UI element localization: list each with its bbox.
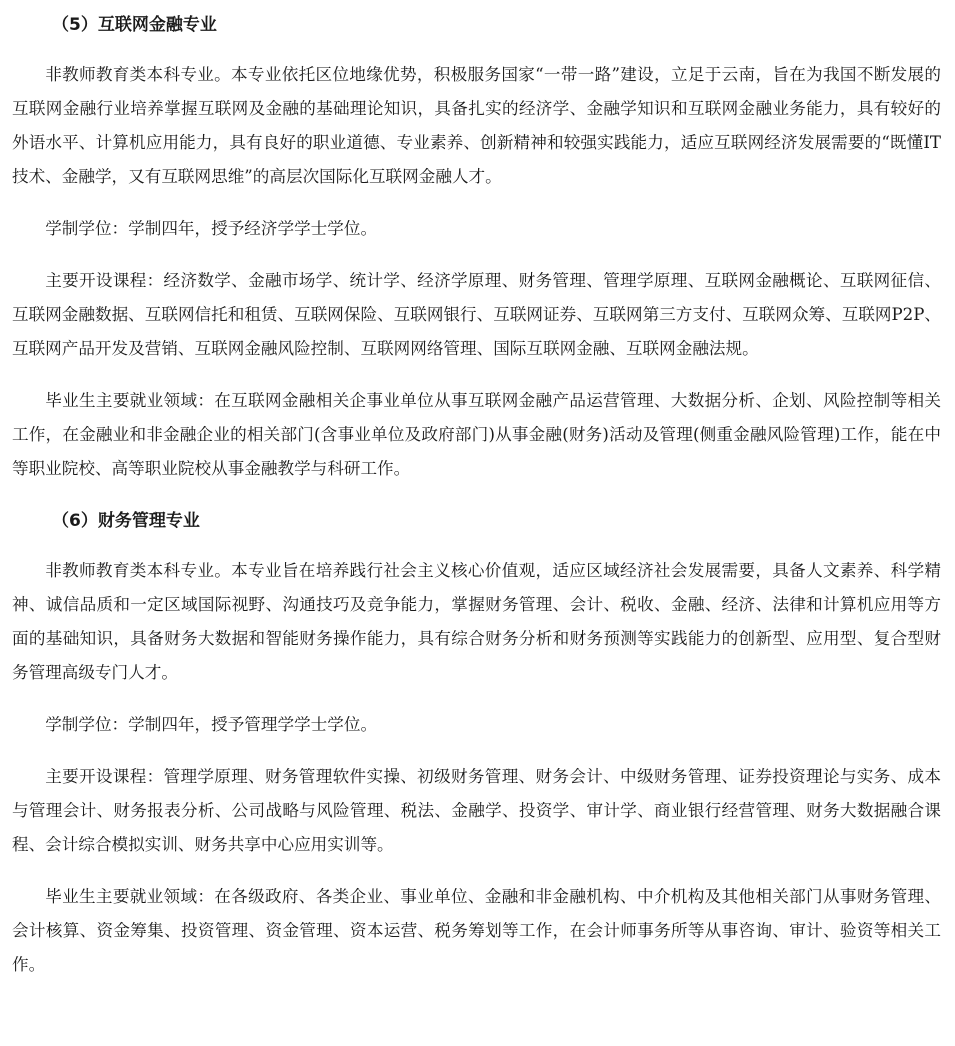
degree-info: 学制学位：学制四年，授予经济学学士学位。: [45, 219, 378, 238]
course-list: 主要开设课程：经济数学、金融市场学、统计学、经济学原理、财务管理、管理学原理、互联网金融概论、互联网征信、互联网金融数据、互联网信托和租赁、互联网保险、互联网银行、互联网证券、互联网第三方支付、互联网众筹、互联网P2P、互联网产品开发及营销、互联网金融风险控制、互联网网络管理、国际互联网金融、互联网金融法规。: [12, 271, 941, 358]
section-heading: （5）互联网金融专业: [52, 15, 217, 35]
degree-info: 学制学位：学制四年，授予管理学学士学位。: [45, 715, 378, 734]
course-list: 主要开设课程：管理学原理、财务管理软件实操、初级财务管理、财务会计、中级财务管理、证券投资理论与实务、成本与管理会计、财务报表分析、公司战略与风险管理、税法、金融学、投资学、审计学、商业银行经营管理、财务大数据融合课程、会计综合模拟实训、财务共享中心应用实训等。: [12, 767, 941, 854]
section-heading: （6）财务管理专业: [52, 511, 200, 531]
section-financial-management: [12, 504, 941, 982]
section-internet-finance: [12, 8, 941, 486]
employment-fields: 毕业生主要就业领域：在各级政府、各类企业、事业单位、金融和非金融机构、中介机构及其他相关部门从事财务管理、会计核算、资金筹集、投资管理、资金管理、资本运营、税务筹划等工作，在会计师事务所等从事咨询、审计、验资等相关工作。: [12, 887, 941, 974]
program-description: 非教师教育类本科专业。本专业依托区位地缘优势，积极服务国家“一带一路”建设，立足于云南，旨在为我国不断发展的互联网金融行业培养掌握互联网及金融的基础理论知识，具备扎实的经济学、金融学知识和互联网金融业务能力，具有较好的外语水平、计算机应用能力，具有良好的职业道德、专业素养、创新精神和较强实践能力，适应互联网经济发展需要的“既懂IT技术、金融学，又有互联网思维”的高层次国际化互联网金融人才。: [12, 65, 941, 186]
employment-fields: 毕业生主要就业领域：在互联网金融相关企事业单位从事互联网金融产品运营管理、大数据分析、企划、风险控制等相关工作，在金融业和非金融企业的相关部门(含事业单位及政府部门)从事金融(财务)活动及管理(侧重金融风险管理)工作，能在中等职业院校、高等职业院校从事金融教学与科研工作。: [12, 391, 941, 478]
program-description: 非教师教育类本科专业。本专业旨在培养践行社会主义核心价值观，适应区域经济社会发展需要，具备人文素养、科学精神、诚信品质和一定区域国际视野、沟通技巧及竞争能力，掌握财务管理、会计、税收、金融、经济、法律和计算机应用等方面的基础知识，具备财务大数据和智能财务操作能力，具有综合财务分析和财务预测等实践能力的创新型、应用型、复合型财务管理高级专门人才。: [12, 561, 941, 682]
